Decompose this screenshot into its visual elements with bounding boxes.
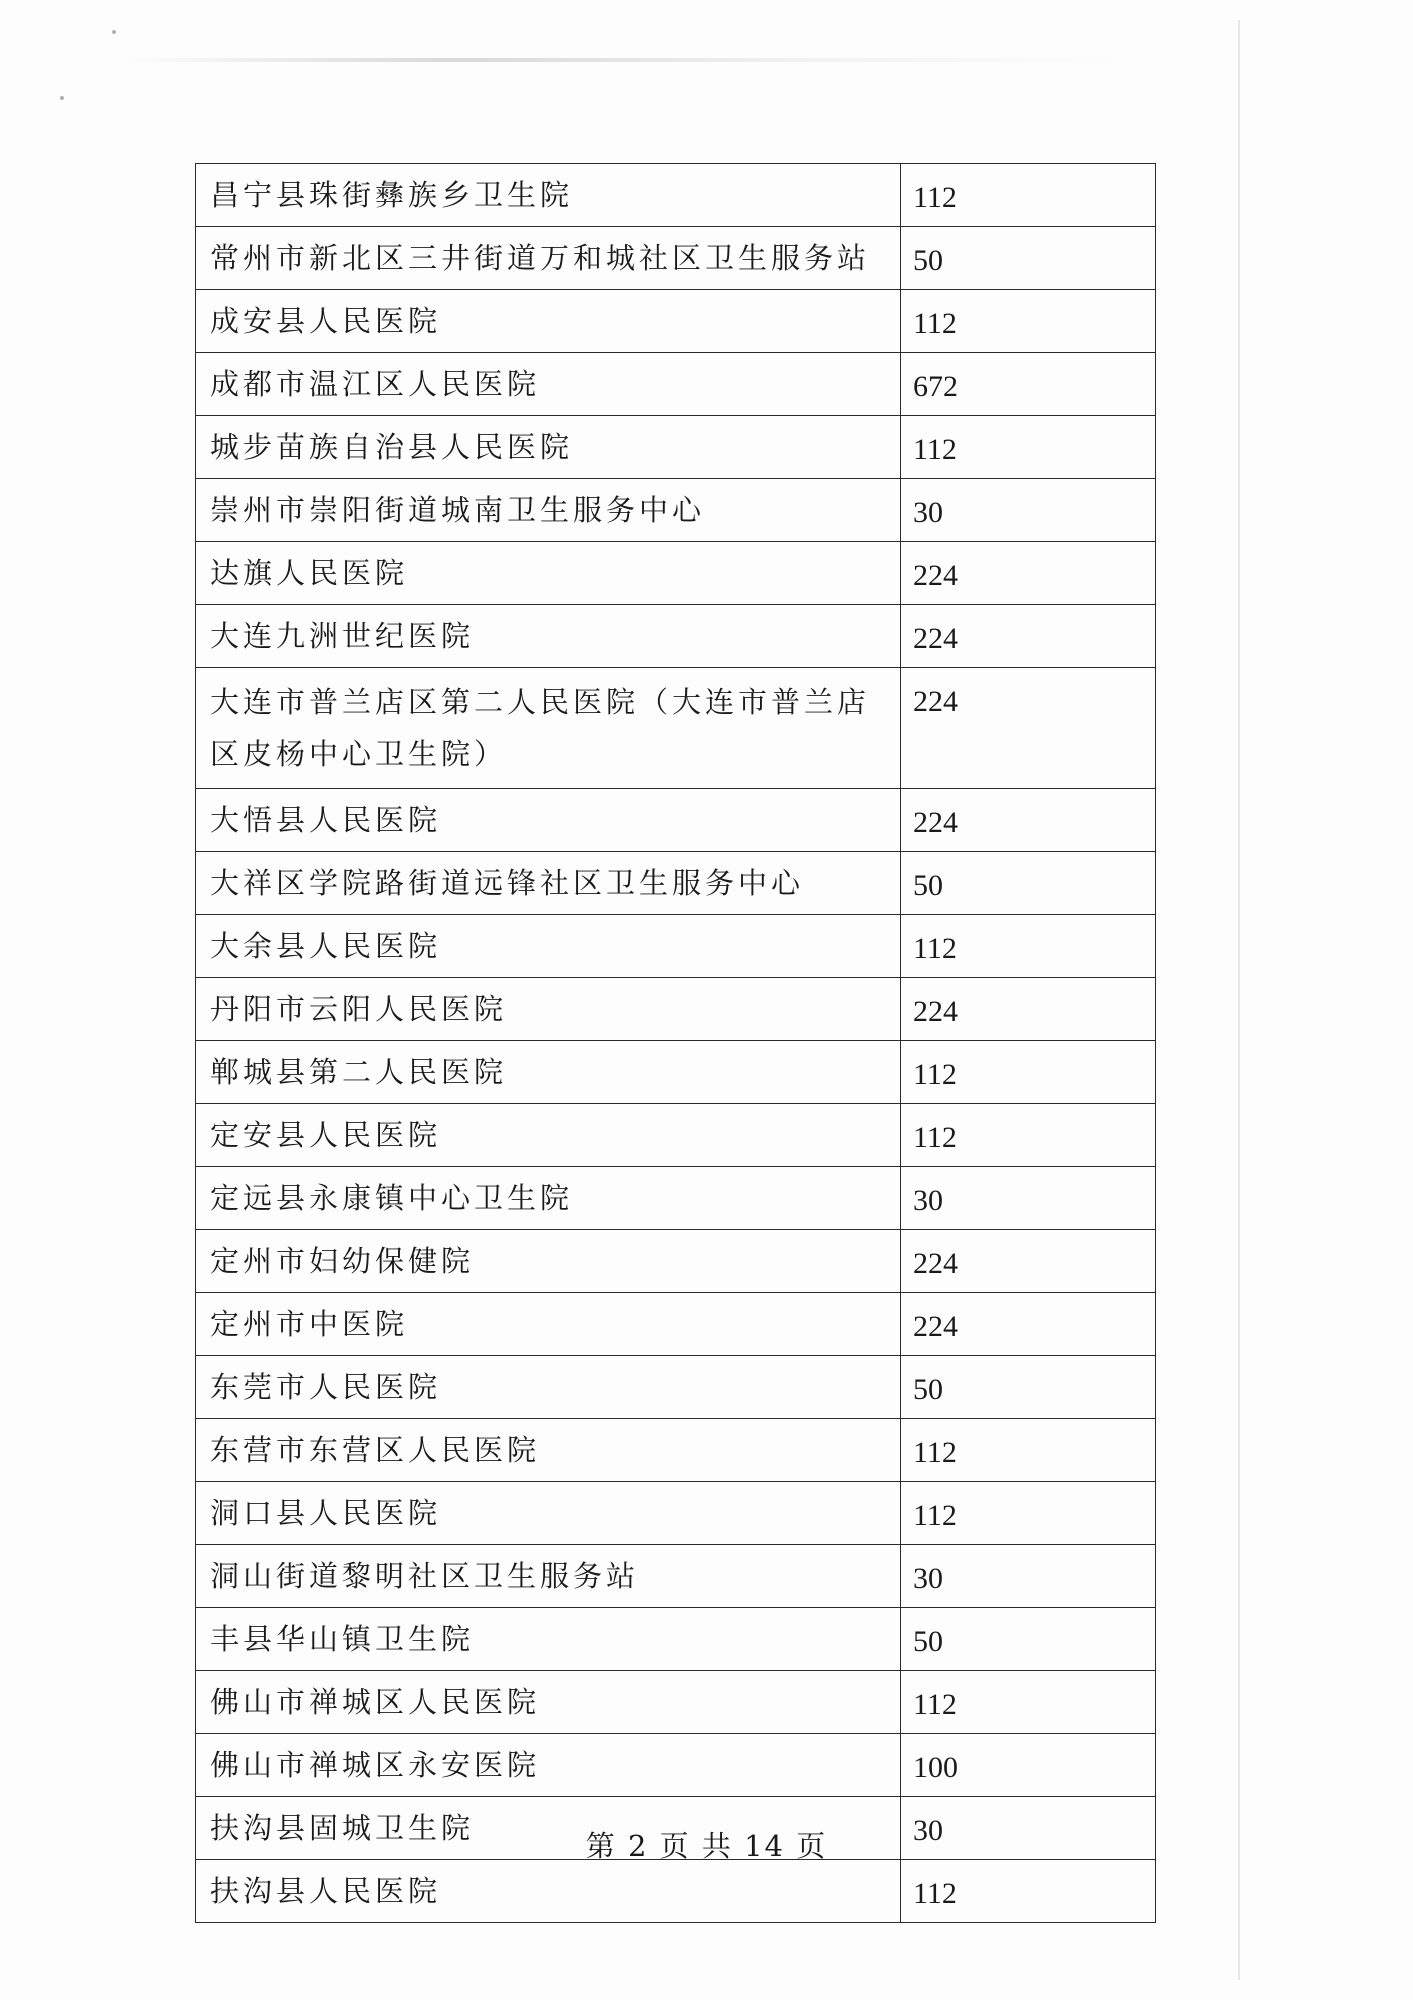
- quantity-cell: 112: [901, 1041, 1156, 1104]
- institution-name-cell: 大祥区学院路街道远锋社区卫生服务中心: [196, 852, 901, 915]
- quantity-cell: 112: [901, 1482, 1156, 1545]
- quantity-cell: 224: [901, 1293, 1156, 1356]
- institution-name-cell: 崇州市崇阳街道城南卫生服务中心: [196, 479, 901, 542]
- institution-name-cell: 定远县永康镇中心卫生院: [196, 1167, 901, 1230]
- table-row: [196, 1482, 1156, 1545]
- institution-name-cell: 大悟县人民医院: [196, 789, 901, 852]
- table-row: [196, 1419, 1156, 1482]
- table-row: [196, 605, 1156, 668]
- institution-name-cell: 郸城县第二人民医院: [196, 1041, 901, 1104]
- institution-name-cell: 丰县华山镇卫生院: [196, 1608, 901, 1671]
- scan-dot: [60, 96, 64, 100]
- institution-name-cell: 东莞市人民医院: [196, 1356, 901, 1419]
- institution-name-cell: 城步苗族自治县人民医院: [196, 416, 901, 479]
- institution-name-cell: 常州市新北区三井街道万和城社区卫生服务站: [196, 227, 901, 290]
- quantity-cell: 112: [901, 290, 1156, 353]
- table-row: [196, 1545, 1156, 1608]
- institution-name-cell: 扶沟县人民医院: [196, 1860, 901, 1923]
- quantity-cell: 112: [901, 416, 1156, 479]
- table-row: [196, 852, 1156, 915]
- table-row: [196, 164, 1156, 227]
- table-row: [196, 1860, 1156, 1923]
- quantity-cell: 30: [901, 1545, 1156, 1608]
- institution-name-cell: 成安县人民医院: [196, 290, 901, 353]
- table-row: [196, 668, 1156, 789]
- institution-name-cell: 大余县人民医院: [196, 915, 901, 978]
- table-row: [196, 1104, 1156, 1167]
- quantity-cell: 224: [901, 542, 1156, 605]
- institution-name-cell: 佛山市禅城区人民医院: [196, 1671, 901, 1734]
- table-row: [196, 479, 1156, 542]
- quantity-cell: 50: [901, 227, 1156, 290]
- institution-name-cell: 大连九洲世纪医院: [196, 605, 901, 668]
- quantity-cell: 224: [901, 1230, 1156, 1293]
- institution-name-cell: 定安县人民医院: [196, 1104, 901, 1167]
- table-row: [196, 1167, 1156, 1230]
- table-row: [196, 915, 1156, 978]
- quantity-cell: 112: [901, 1860, 1156, 1923]
- institution-name-cell: 定州市中医院: [196, 1293, 901, 1356]
- quantity-cell: 224: [901, 668, 1156, 789]
- page-footer: 第 2 页 共 14 页: [585, 1829, 828, 1863]
- quantity-cell: 50: [901, 1608, 1156, 1671]
- scan-artifact-top: [120, 58, 1120, 62]
- institution-name-cell: 佛山市禅城区永安医院: [196, 1734, 901, 1797]
- hospital-table: [195, 163, 1156, 1923]
- table-row: [196, 353, 1156, 416]
- institution-name-cell: 洞口县人民医院: [196, 1482, 901, 1545]
- quantity-cell: 100: [901, 1734, 1156, 1797]
- table-row: [196, 1671, 1156, 1734]
- table-row: [196, 542, 1156, 605]
- table-row: [196, 416, 1156, 479]
- scan-dot: [112, 30, 116, 34]
- quantity-cell: 112: [901, 1419, 1156, 1482]
- quantity-cell: 224: [901, 978, 1156, 1041]
- table-row: [196, 978, 1156, 1041]
- institution-name-cell: 成都市温江区人民医院: [196, 353, 901, 416]
- institution-name-cell: 定州市妇幼保健院: [196, 1230, 901, 1293]
- quantity-cell: 30: [901, 1797, 1156, 1860]
- quantity-cell: 50: [901, 1356, 1156, 1419]
- institution-name-cell: 洞山街道黎明社区卫生服务站: [196, 1545, 901, 1608]
- quantity-cell: 112: [901, 1104, 1156, 1167]
- quantity-cell: 224: [901, 605, 1156, 668]
- institution-name-cell: 昌宁县珠街彝族乡卫生院: [196, 164, 901, 227]
- quantity-cell: 112: [901, 164, 1156, 227]
- institution-name-cell: 达旗人民医院: [196, 542, 901, 605]
- table-row: [196, 227, 1156, 290]
- table-row: [196, 1608, 1156, 1671]
- scan-artifact-right: [1238, 20, 1240, 1980]
- quantity-cell: 112: [901, 1671, 1156, 1734]
- quantity-cell: 30: [901, 1167, 1156, 1230]
- table-row: [196, 290, 1156, 353]
- quantity-cell: 672: [901, 353, 1156, 416]
- institution-name-cell: 大连市普兰店区第二人民医院（大连市普兰店区皮杨中心卫生院）: [196, 668, 901, 789]
- table-row: [196, 1356, 1156, 1419]
- table-row: [196, 1230, 1156, 1293]
- table-row: [196, 1041, 1156, 1104]
- institution-name-cell: 东营市东营区人民医院: [196, 1419, 901, 1482]
- table-body: [196, 164, 1156, 1923]
- quantity-cell: 50: [901, 852, 1156, 915]
- quantity-cell: 30: [901, 479, 1156, 542]
- table-row: [196, 1293, 1156, 1356]
- table-row: [196, 789, 1156, 852]
- institution-name-cell: 扶沟县固城卫生院: [196, 1797, 901, 1860]
- quantity-cell: 112: [901, 915, 1156, 978]
- table-row: [196, 1734, 1156, 1797]
- quantity-cell: 224: [901, 789, 1156, 852]
- institution-name-cell: 丹阳市云阳人民医院: [196, 978, 901, 1041]
